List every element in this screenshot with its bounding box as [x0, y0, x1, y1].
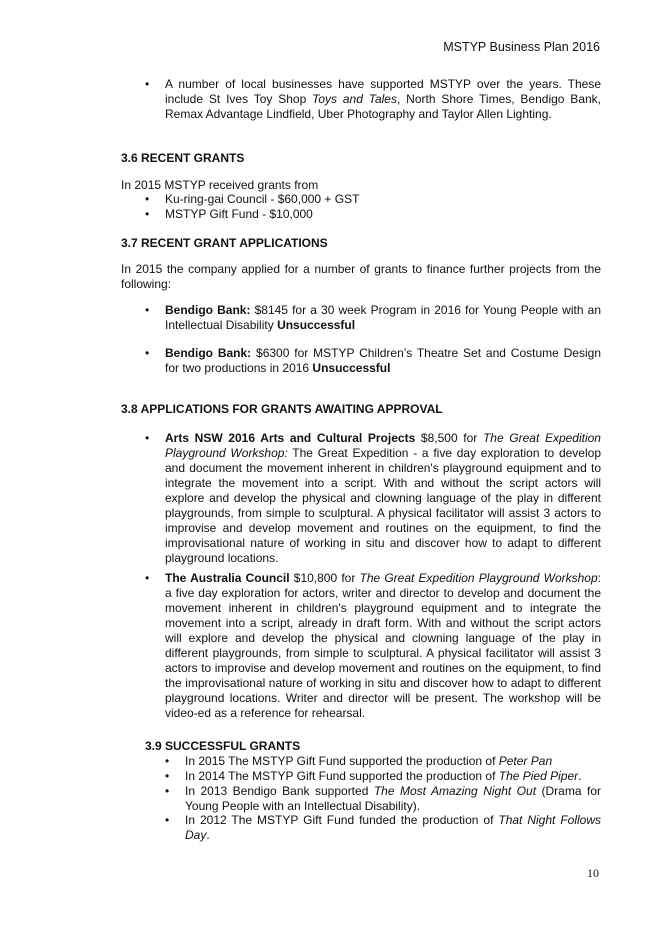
application-item: Bendigo Bank: $6300 for MSTYP Children’s Theatre Set and Costume Design for two productions in 2016 Unsuccessful — [165, 346, 601, 375]
successful-grant-item: In 2013 Bendigo Bank supported The Most Amazing Night Out (Drama for Young People with an Intellectual Disability). — [185, 784, 601, 813]
pending-application-item: Arts NSW 2016 Arts and Cultural Projects $8,500 for The Great Expedition Playground Workshop: The Great Expedition - a five day exploration to develop and document the movement inherent in children's playground equipment and to integrate the movement into a script. With and without the script actors will explore and develop the physical and clowning language of the play in different playgrounds, from simple to sculptural. A physical facilitator will assist 3 actors to improvise and develop movement and routines on the equipment, to find the improvisational nature of working in situ and discover how to adapt to different playground locations. — [165, 431, 601, 565]
bullet-marker: • — [165, 754, 170, 768]
section-heading-3-9: 3.9 SUCCESSFUL GRANTS — [145, 739, 301, 753]
application-item: Bendigo Bank: $8145 for a 30 week Program in 2016 for Young People with an Intellectual Disability Unsuccessful — [165, 303, 601, 332]
bullet-marker: • — [145, 207, 150, 221]
bullet-marker: • — [165, 813, 170, 827]
bullet-marker: • — [165, 769, 170, 783]
section-heading-3-8: 3.8 APPLICATIONS FOR GRANTS AWAITING APPROVAL — [121, 402, 443, 416]
bullet-marker: • — [145, 346, 150, 360]
pending-application-item: The Australia Council $10,800 for The Great Expedition Playground Workshop: a five day exploration for actors, writer and director to develop and document the movement inherent in children's playground equipment and to integrate the movement into a script, already in draft form. With and without the script actors will explore and develop the physical and clowning language of the play in different playgrounds, from simple to sculptural. A physical facilitator will assist 3 actors to improvise and develop movement and routines on the equipment, to find the improvisational nature of working in situ and discover how to adapt to different playground locations. Writer and director will be present. The workshop will be video-ed as a reference for rehearsal. — [165, 571, 601, 720]
bullet-marker: • — [145, 77, 150, 91]
page-number: 10 — [587, 866, 599, 880]
section-3-7-intro: In 2015 the company applied for a number of grants to finance further projects from the following: — [121, 262, 601, 291]
successful-grant-item: In 2012 The MSTYP Gift Fund funded the production of That Night Follows Day. — [185, 813, 602, 842]
intro-bullet-text: A number of local businesses have supported MSTYP over the years. These include St Ives Toy Shop Toys and Tales, North Shore Times, Bendigo Bank, Remax Advantage Lindfield, Uber Photography and Taylor Allen Lighting. — [165, 77, 601, 121]
bullet-marker: • — [145, 571, 150, 585]
section-heading-3-7: 3.7 RECENT GRANT APPLICATIONS — [121, 236, 328, 250]
page-header: MSTYP Business Plan 2016 — [443, 40, 600, 54]
bullet-marker: • — [145, 431, 150, 445]
bullet-marker: • — [145, 303, 150, 317]
section-3-6-intro: In 2015 MSTYP received grants from — [121, 178, 319, 192]
successful-grant-item: In 2015 The MSTYP Gift Fund supported the production of Peter Pan — [185, 754, 553, 768]
bullet-marker: • — [165, 784, 170, 798]
section-heading-3-6: 3.6 RECENT GRANTS — [121, 151, 245, 165]
grant-item: MSTYP Gift Fund - $10,000 — [165, 207, 313, 221]
grant-item: Ku-ring-gai Council - $60,000 + GST — [165, 192, 360, 206]
bullet-marker: • — [145, 192, 150, 206]
successful-grant-item: In 2014 The MSTYP Gift Fund supported the production of The Pied Piper. — [185, 769, 582, 783]
